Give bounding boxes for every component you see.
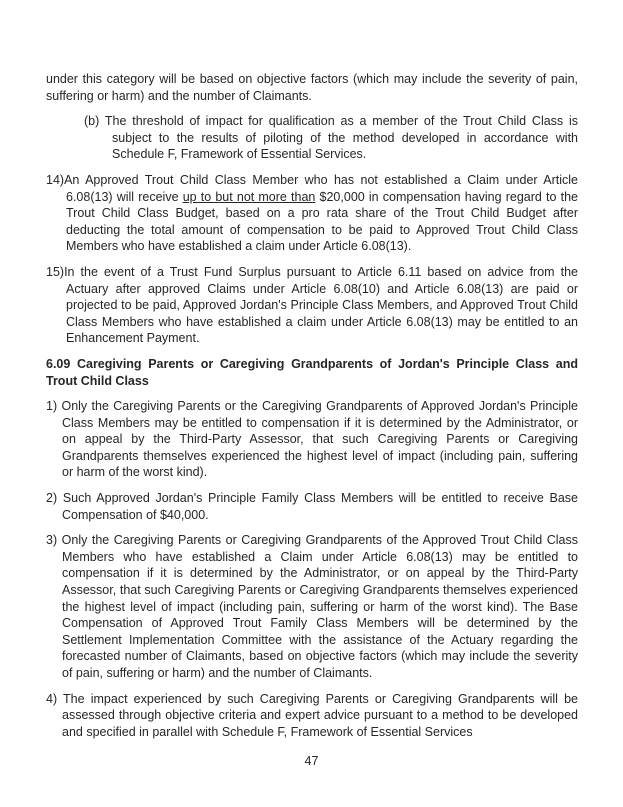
item-b <box>46 113 578 163</box>
item-b-text: The threshold of impact for qualification as a member of the Trout Child Class is subject to the results of piloting of the method developed in accordance with Schedule F, Framework of Essential Services. <box>104 114 579 162</box>
page-number: 47 <box>304 754 319 768</box>
item-1-label: 1) <box>46 399 58 414</box>
item-1-text: Only the Caregiving Parents or the Caregiving Grandparents of Approved Jordan's Principle Class Members may be entitled to compensation if it is determined by the Administrator, or on appeal by the Third-Party Assessor, that such Caregiving Parents or Caregiving Grandparents themselves experienced the highest level of impact (including pain, suffering or harm of the worst kind). <box>61 399 578 480</box>
item-2-label: 2) <box>46 491 58 506</box>
item-14 <box>46 172 578 255</box>
item-14-underlined-phrase: up to but not more than <box>182 189 316 204</box>
item-15 <box>46 264 578 347</box>
item-2 <box>46 490 578 523</box>
item-3-text: Only the Caregiving Parents or Caregiving Grandparents of the Approved Trout Child Class Members who have established a Claim under Article 6.08(13) may be entitled to compensation if it is determined by the Administrator, or on appeal by the Third-Party Assessor, that such Caregiving Parents or Caregiving Grandparents themselves experienced the highest level of impact (including pain, suffering or harm of the worst kind). The Base Compensation of Approved Trout Family Class Members will be determined by the Settlement Implementation Committee with the assistance of the Actuary regarding the forecasted number of Claimants, based on objective factors (which may include the severity of pain, suffering or harm) and the number of Claimants. <box>61 533 578 680</box>
item-3 <box>46 532 578 681</box>
item-14-label: 14) <box>46 172 65 187</box>
item-14-text-after: $20,000 in compensation having regard to the Trout Child Class Budget, based on a pro rata share of the Trout Child Budget after deducting the total amount of compensation to be paid to Approved Trout Child Class Members who have established a claim under Article 6.08(13). <box>66 189 578 254</box>
continuation-paragraph: under this category will be based on objective factors (which may include the severity of pain, suffering or harm) and the number of Claimants. <box>46 72 578 103</box>
item-1 <box>46 398 578 481</box>
item-4-label: 4) <box>46 691 58 706</box>
item-b-label: (b) <box>84 114 100 129</box>
item-15-label: 15) <box>46 264 65 279</box>
item-4-text: The impact experienced by such Caregiving Parents or Caregiving Grandparents will be assessed through objective criteria and expert advice pursuant to a method to be developed and specified in parallel with Schedule F, Framework of Essential Services <box>62 691 579 739</box>
item-4 <box>46 691 578 741</box>
section-heading-6-09: 6.09 Caregiving Parents or Caregiving Grandparents of Jordan's Principle Class and Trout Child Class <box>46 356 578 388</box>
item-15-text: In the event of a Trust Fund Surplus pursuant to Article 6.11 based on advice from the Actuary after approved Claims under Article 6.08(10) and Article 6.08(13) are paid or projected to be paid, Approved Jordan's Principle Class Members, and Approved Trout Child Class Members who have established a claim under Article 6.08(13) may be entitled to an Enhancement Payment. <box>64 264 578 346</box>
item-14-text-before: An Approved Trout Child Class Member who has not established a Claim under Article 6.08(13) will receive <box>64 172 578 204</box>
item-2-text: Such Approved Jordan's Principle Family Class Members will be entitled to receive Base Compensation of $40,000. <box>62 491 578 522</box>
item-3-label: 3) <box>46 533 58 548</box>
